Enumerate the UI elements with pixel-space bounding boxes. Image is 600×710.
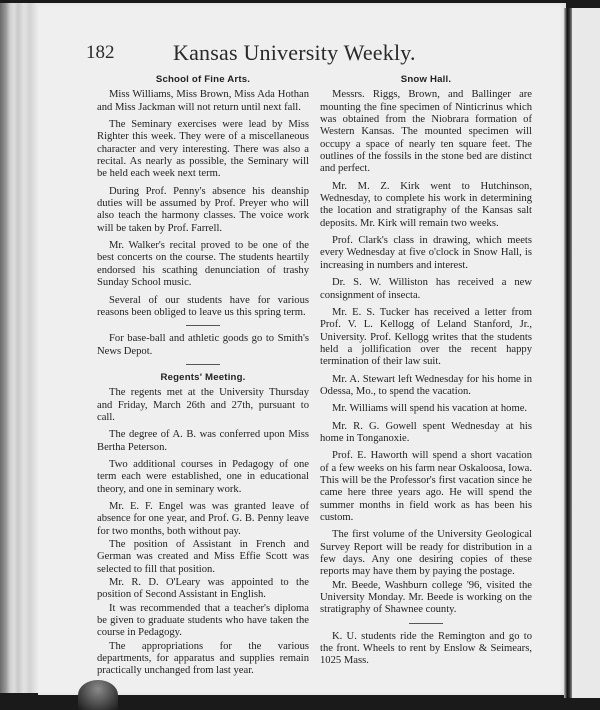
paragraph: Mr. E. S. Tucker has received a letter from Prof. V. L. Kellogg of Leland Stanford, Jr., University. Prof. Kellogg writes that the students held a jollification over the recent happy termination of their law suit. [320,306,532,368]
paragraph: Dr. S. W. Williston has received a new consignment of insecta. [320,277,532,301]
paragraph: Messrs. Riggs, Brown, and Ballinger are mounting the fine specimen of Ninticrinus which was obtained from the Niobrara formation of Western Kansas. The mounted specimen will occupy a space of nearly ten square feet. The outlines of the fossils in the stone bed are distinct and perfect. [320,89,532,175]
divider-rule [409,623,443,624]
divider-rule [186,325,220,326]
page-number: 182 [86,42,115,63]
running-title: Kansas University Weekly. [173,40,416,65]
paragraph: The appropriations for the various departments, for apparatus and supplies remain practically unchanged from last year. [97,640,309,677]
scanner-thumb [78,680,118,710]
section-heading-fine-arts: School of Fine Arts. [155,74,251,85]
section-heading-snow-hall: Snow Hall. [400,74,452,85]
paragraph: Mr. Williams will spend his vacation at home. [332,403,528,415]
advertisement-smith: For base-ball and athletic goods go to Smith's News Depot. [97,333,309,357]
paragraph: Prof. Clark's class in drawing, which meets every Wednesday at five o'clock in Snow Hall, is increasing in numbers and interest. [320,235,532,271]
right-column [320,74,532,669]
paragraph: Prof. E. Haworth will spend a short vacation of a few weeks on his farm near Oskaloosa, Iowa. This will be the Professor's first vacation since he came here three years ago. He will spend the summer months in field work as has been his custom. [320,450,532,523]
section-heading-regents: Regents' Meeting. [160,371,246,383]
paragraph: It was recommended that a teacher's diploma be given to graduate students who have taken the course in Pedagogy. [97,602,309,639]
book-page-edges [0,3,40,693]
paragraph: Two additional courses in Pedagogy of one term each were established, one in educational theory, and one in seminary work. [97,458,309,495]
paragraph: During Prof. Penny's absence his deanship duties will be assumed by Prof. Preyer who will also teach the harmony classes. The voice work will be taken by Prof. Farrell. [97,185,309,234]
paragraph: Mr. A. Stewart left Wednesday for his home in Odessa, Mo., to spend the vacation. [320,373,532,397]
paragraph: Mr. Walker's recital proved to be one of the best concerts on the course. The students heartily endorsed his scathing denunciation of trashy Sunday School music. [97,240,309,289]
paragraph: Mr. R. G. Gowell spent Wednesday at his home in Tonganoxie. [320,420,532,444]
paragraph: Mr. M. Z. Kirk went to Hutchinson, Wednesday, to complete his work in determining the location and stratigraphy of the Kansas salt deposits. Mr. Kirk will remain two weeks. [320,180,532,229]
advertisement-remington: K. U. students ride the Remington and go to the front. Wheels to rent by Enslow & Seimears, 1025 Mass. [320,630,532,667]
page-header [83,40,503,70]
left-column [97,74,309,679]
paragraph: The first volume of the University Geological Survey Report will be ready for distribution in a few days. Any one desiring copies of these reports may have them by paying the postage. [320,529,532,578]
book-gutter [564,8,572,698]
paragraph: The regents met at the University Thursday and Friday, March 26th and 27th, pursuant to call. [97,387,309,423]
facing-page-edge [572,8,600,698]
paragraph: Mr. R. D. O'Leary was appointed to the position of Second Assistant in English. [97,577,309,601]
paragraph: Miss Williams, Miss Brown, Miss Ada Hothan and Miss Jackman will not return until next fall. [97,89,309,113]
paragraph: Mr. Beede, Washburn college '96, visited the University Monday. Mr. Beede is working on the stratigraphy of Shawnee county. [320,579,532,616]
paragraph: Several of our students have for various reasons been obliged to leave us this spring term. [97,294,309,318]
paragraph: The Seminary exercises were lead by Miss Righter this week. They were of a miscellaneous character and very interesting. There was also a recital. As nearly as possible, the Seminary will be held each week next term. [97,119,309,180]
paragraph: The position of Assistant in French and German was created and Miss Effie Scott was selected to fill that position. [97,539,309,575]
paragraph: The degree of A. B. was conferred upon Miss Bertha Peterson. [97,429,309,453]
divider-rule [186,364,220,365]
paragraph: Mr. E. F. Engel was was granted leave of absence for one year, and Prof. G. B. Penny leave for two months, both without pay. [97,500,309,537]
